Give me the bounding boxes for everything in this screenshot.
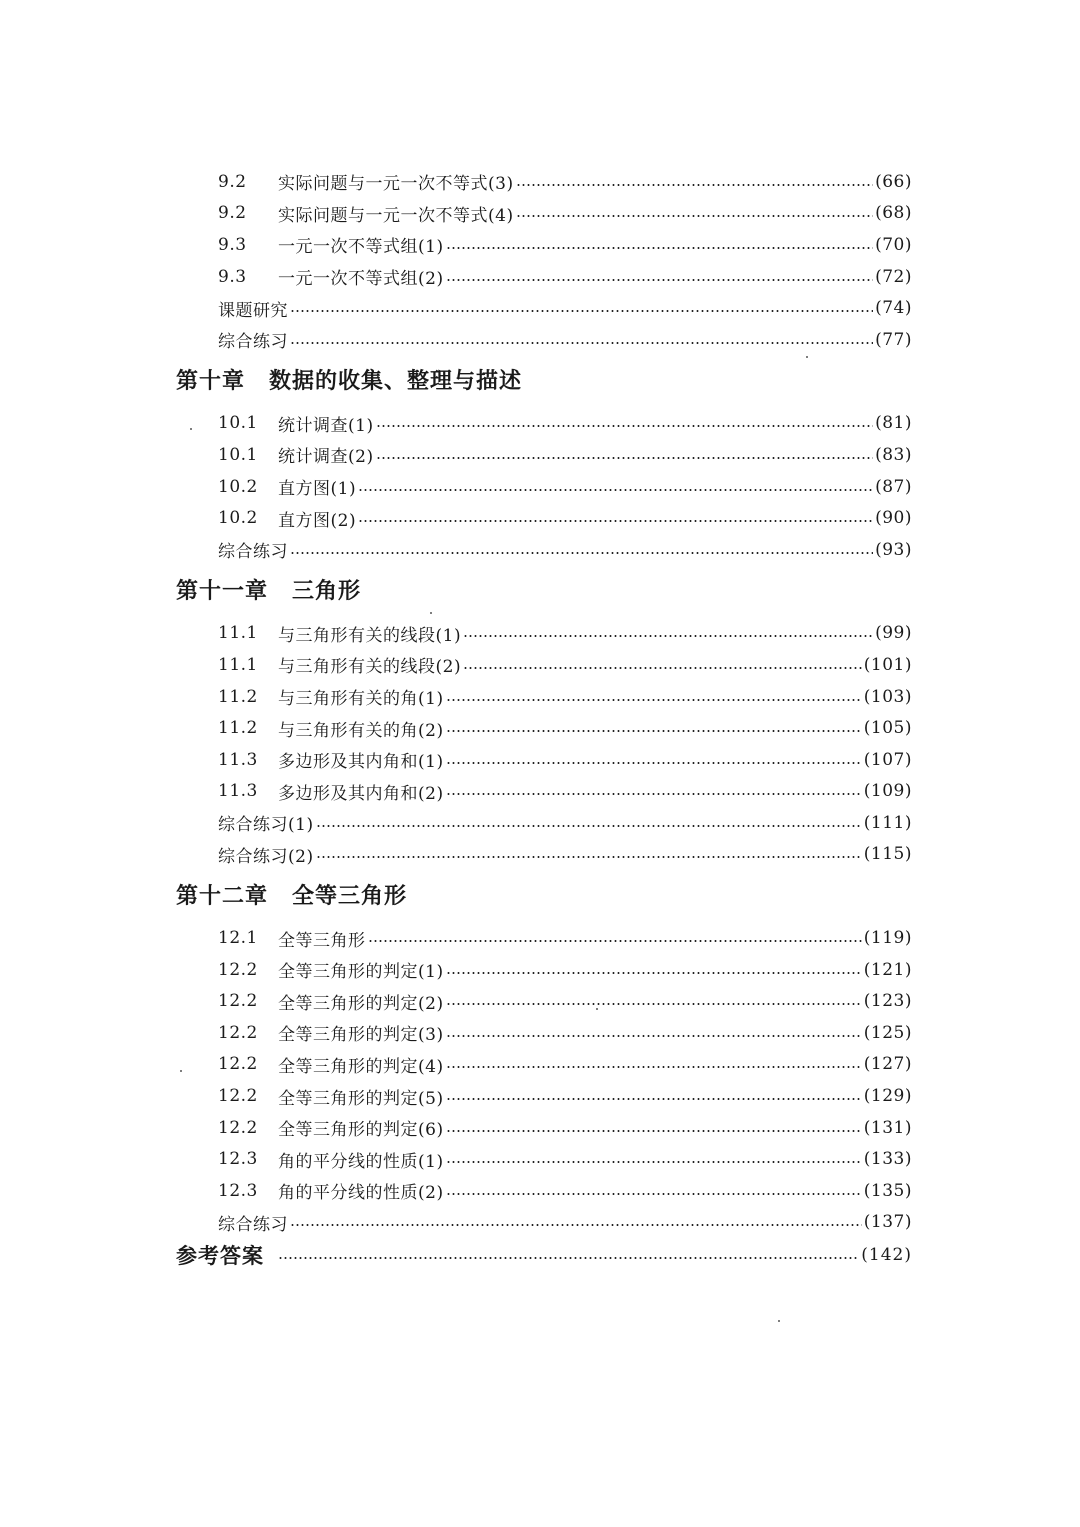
dot-leader	[446, 699, 862, 701]
page-number: (123)	[863, 991, 912, 1012]
dot-leader	[446, 762, 862, 764]
toc-entry	[176, 776, 912, 808]
section-number: 9.2	[218, 203, 247, 224]
dot-leader	[446, 279, 874, 281]
dot-leader	[358, 520, 873, 522]
dot-leader	[446, 793, 862, 795]
section-title: 全等三角形的判定(4)	[278, 1056, 444, 1077]
section-title: 课题研究	[218, 300, 288, 321]
section-title: 与三角形有关的线段(1)	[278, 625, 462, 646]
toc-entry	[176, 1112, 912, 1144]
dot-leader	[516, 184, 874, 186]
page-number: (129)	[863, 1086, 912, 1107]
section-number: 12.3	[218, 1149, 258, 1170]
section-number: 10.2	[218, 508, 258, 529]
page-number: (107)	[863, 749, 912, 770]
page-number: (135)	[863, 1180, 912, 1201]
section-number: 11.1	[218, 623, 258, 644]
chapter-heading	[176, 358, 912, 402]
dot-leader	[446, 1161, 862, 1163]
dot-leader	[278, 1257, 857, 1259]
page-number: (74)	[875, 298, 912, 319]
table-of-contents	[176, 166, 912, 1272]
dot-leader	[463, 635, 873, 637]
toc-entry	[176, 649, 912, 681]
section-title: 全等三角形的判定(2)	[278, 993, 444, 1014]
section-number: 12.1	[218, 928, 258, 949]
toc-entry	[176, 166, 912, 198]
scan-speck	[190, 428, 192, 430]
page-number: (115)	[863, 844, 912, 865]
page-number: (121)	[863, 959, 912, 980]
toc-entry	[176, 985, 912, 1017]
section-title: 多边形及其内角和(2)	[278, 783, 444, 804]
page-number: (83)	[875, 444, 912, 465]
section-title: 全等三角形的判定(6)	[278, 1120, 444, 1141]
dot-leader	[446, 247, 874, 249]
dot-leader	[358, 489, 873, 491]
section-number: 12.2	[218, 1022, 258, 1043]
page-number: (93)	[875, 539, 912, 560]
dot-leader	[446, 1066, 862, 1068]
chapter-title: 数据的收集、整理与描述	[269, 368, 523, 395]
section-title: 实际问题与一元一次不等式(4)	[278, 205, 514, 226]
page-number: (133)	[863, 1149, 912, 1170]
page-number: (77)	[875, 329, 912, 350]
page-number: (81)	[875, 413, 912, 434]
page-number: (137)	[863, 1212, 912, 1233]
page-number: (72)	[875, 266, 912, 287]
page-number: (66)	[875, 171, 912, 192]
toc-entry	[176, 408, 912, 440]
section-number: 12.2	[218, 959, 258, 980]
section-title: 全等三角形	[278, 930, 366, 951]
section-number: 10.2	[218, 476, 258, 497]
dot-leader	[446, 1035, 862, 1037]
section-title: 多边形及其内角和(1)	[278, 752, 444, 773]
page-number: (103)	[863, 686, 912, 707]
chapter-heading	[176, 872, 912, 916]
section-title: 与三角形有关的角(2)	[278, 720, 444, 741]
dot-leader	[446, 1098, 862, 1100]
chapter-title: 三角形	[292, 578, 362, 605]
toc-entry	[176, 198, 912, 230]
section-number: 11.2	[218, 686, 258, 707]
section-number: 9.3	[218, 234, 247, 255]
section-title: 全等三角形的判定(5)	[278, 1088, 444, 1109]
page-number: (131)	[863, 1117, 912, 1138]
toc-entry	[176, 922, 912, 954]
page-number: (68)	[875, 203, 912, 224]
section-number: 10.1	[218, 413, 258, 434]
section-number: 12.2	[218, 1117, 258, 1138]
toc-entry	[176, 502, 912, 534]
section-number: 12.2	[218, 1086, 258, 1107]
section-number: 11.2	[218, 718, 258, 739]
toc-entry	[176, 261, 912, 293]
dot-leader	[290, 342, 873, 344]
dot-leader	[446, 730, 862, 732]
toc-entry	[176, 229, 912, 261]
section-number: 12.2	[218, 1054, 258, 1075]
section-title: 统计调查(1)	[278, 415, 374, 436]
page-number: (105)	[863, 718, 912, 739]
section-title: 实际问题与一元一次不等式(3)	[278, 174, 514, 195]
toc-entry	[176, 618, 912, 650]
toc-entry	[176, 324, 912, 356]
toc-entry	[176, 744, 912, 776]
toc-entry	[176, 954, 912, 986]
toc-entry	[176, 681, 912, 713]
scan-speck	[180, 1070, 182, 1072]
dot-leader	[316, 856, 862, 858]
chapter-heading	[176, 568, 912, 612]
section-title: 综合练习	[218, 332, 288, 353]
page-number: (70)	[875, 234, 912, 255]
dot-leader	[463, 667, 862, 669]
answers-heading	[176, 1238, 912, 1272]
dot-leader	[290, 1224, 862, 1226]
section-number: 11.1	[218, 654, 258, 675]
page-number: (111)	[863, 812, 912, 833]
toc-entry	[176, 1175, 912, 1207]
section-title: 与三角形有关的线段(2)	[278, 657, 462, 678]
section-title: 与三角形有关的角(1)	[278, 689, 444, 710]
chapter-number: 第十一章	[176, 578, 269, 605]
section-title: 综合练习	[218, 1214, 288, 1235]
section-number: 12.3	[218, 1180, 258, 1201]
dot-leader	[446, 1193, 862, 1195]
dot-leader	[368, 940, 862, 942]
answers-title: 参考答案	[176, 1243, 264, 1269]
toc-entry	[176, 1207, 912, 1239]
page-number: (90)	[875, 508, 912, 529]
dot-leader	[516, 215, 874, 217]
scan-speck	[806, 356, 808, 358]
section-title: 统计调查(2)	[278, 447, 374, 468]
section-title: 一元一次不等式组(1)	[278, 237, 444, 258]
toc-entry	[176, 1143, 912, 1175]
section-title: 角的平分线的性质(1)	[278, 1151, 444, 1172]
dot-leader	[290, 310, 873, 312]
section-number: 11.3	[218, 749, 258, 770]
section-number: 9.3	[218, 266, 247, 287]
toc-entry	[176, 1080, 912, 1112]
section-title: 综合练习(1)	[218, 815, 314, 836]
dot-leader	[376, 457, 874, 459]
toc-entry	[176, 471, 912, 503]
toc-entry	[176, 807, 912, 839]
section-title: 综合练习	[218, 542, 288, 563]
page-number: (87)	[875, 476, 912, 497]
dot-leader	[376, 425, 874, 427]
section-title: 直方图(2)	[278, 510, 357, 531]
chapter-number: 第十章	[176, 368, 246, 395]
section-title: 角的平分线的性质(2)	[278, 1183, 444, 1204]
page-number: (99)	[875, 623, 912, 644]
page-number: (119)	[863, 928, 912, 949]
page-number: (125)	[863, 1022, 912, 1043]
toc-entry	[176, 292, 912, 324]
toc-entry	[176, 839, 912, 871]
section-number: 12.2	[218, 991, 258, 1012]
scan-speck	[430, 612, 432, 614]
dot-leader	[290, 552, 873, 554]
toc-entry	[176, 534, 912, 566]
toc-entry	[176, 439, 912, 471]
chapter-title: 全等三角形	[292, 882, 408, 909]
dot-leader	[316, 825, 862, 827]
section-title: 一元一次不等式组(2)	[278, 269, 444, 290]
chapter-number: 第十二章	[176, 882, 269, 909]
section-number: 11.3	[218, 781, 258, 802]
page-number: (142)	[861, 1245, 912, 1266]
toc-entry	[176, 1049, 912, 1081]
section-title: 直方图(1)	[278, 479, 357, 500]
dot-leader	[446, 972, 862, 974]
toc-entry	[176, 712, 912, 744]
section-number: 9.2	[218, 171, 247, 192]
section-number: 10.1	[218, 444, 258, 465]
page-number: (109)	[863, 781, 912, 802]
section-title: 全等三角形的判定(1)	[278, 962, 444, 983]
scan-speck	[778, 1320, 780, 1322]
page-number: (101)	[863, 654, 912, 675]
dot-leader	[446, 1003, 862, 1005]
section-title: 全等三角形的判定(3)	[278, 1025, 444, 1046]
scan-speck	[596, 1008, 598, 1010]
page-number: (127)	[863, 1054, 912, 1075]
toc-entry	[176, 1017, 912, 1049]
dot-leader	[446, 1130, 862, 1132]
section-title: 综合练习(2)	[218, 846, 314, 867]
